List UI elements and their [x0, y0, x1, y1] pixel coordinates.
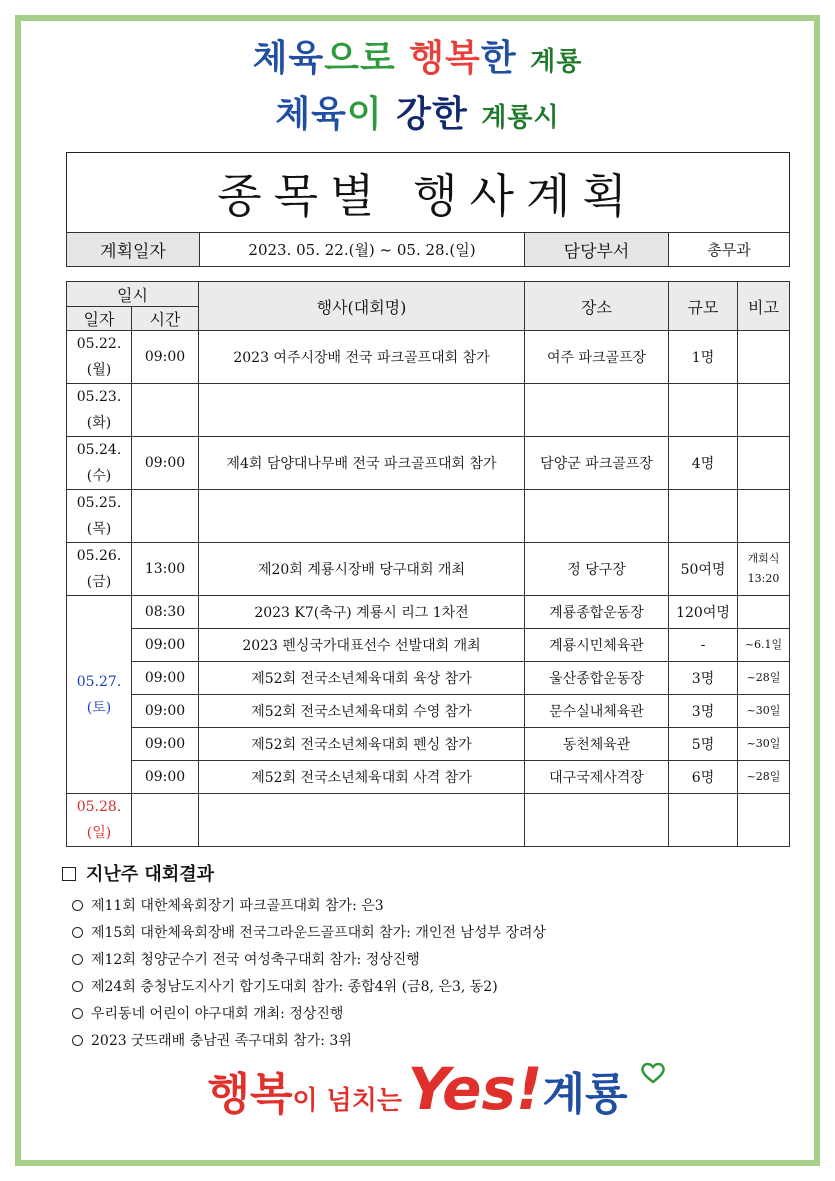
date-text: 05.28.: [76, 799, 122, 815]
time-cell: 13:00: [132, 543, 199, 596]
time-cell: 09:00: [132, 728, 199, 761]
schedule-row: [67, 596, 790, 629]
date-cell: [67, 543, 132, 596]
scale-cell: 3명: [669, 695, 738, 728]
slogan-word: 강한: [396, 94, 482, 135]
place-cell: 여주 파크골프장: [525, 331, 669, 384]
footer-word: 행복: [207, 1069, 293, 1120]
time-cell: 09:00: [132, 629, 199, 662]
results-list: [72, 893, 546, 1055]
title-box: [66, 152, 790, 232]
results-title: 지난주 대회결과: [86, 864, 214, 885]
slogan-word: 계룡: [530, 47, 583, 77]
note-cell: [738, 490, 790, 543]
scale-cell: [669, 794, 738, 847]
slogan-word: 이: [346, 94, 397, 135]
slogan-word: 한: [480, 38, 531, 79]
scale-cell: [669, 384, 738, 437]
note-cell: [738, 596, 790, 629]
slogan-word: 으로: [324, 38, 410, 79]
date-text: 05.26.: [76, 548, 122, 564]
plan-date-value: 2023. 05. 22.(월) ~ 05. 28.(일): [200, 233, 525, 267]
date-cell: [67, 596, 132, 794]
date-text: 05.25.: [76, 495, 122, 511]
circle-bullet-icon: [72, 1008, 83, 1019]
scale-cell: 5명: [669, 728, 738, 761]
day-of-week: (월): [86, 362, 112, 378]
header-note: 비고: [738, 282, 790, 331]
info-table: [66, 232, 790, 267]
plan-date-label: 계획일자: [67, 233, 200, 267]
footer-word: 계룡: [542, 1069, 628, 1120]
day-of-week: (일): [86, 825, 112, 841]
time-cell: 09:00: [132, 331, 199, 384]
header-scale: 규모: [669, 282, 738, 331]
results-heading: [62, 860, 214, 886]
result-item: [72, 1001, 546, 1028]
note-line: 개회식: [747, 552, 780, 565]
result-item: [72, 1028, 546, 1055]
place-cell: 계룡시민체육관: [525, 629, 669, 662]
event-cell: 제52회 전국소년체육대회 펜싱 참가: [199, 728, 525, 761]
event-cell: 제4회 담양대나무배 전국 파크골프대회 참가: [199, 437, 525, 490]
place-cell: 대구국제사격장: [525, 761, 669, 794]
circle-bullet-icon: [72, 954, 83, 965]
schedule-row: [67, 794, 790, 847]
dept-value: 총무과: [669, 233, 790, 267]
date-cell: [67, 490, 132, 543]
header-datetime: 일시: [67, 282, 199, 307]
event-cell: 제52회 전국소년체육대회 수영 참가: [199, 695, 525, 728]
note-cell: [738, 543, 790, 596]
schedule-row: [67, 629, 790, 662]
place-cell: 담양군 파크골프장: [525, 437, 669, 490]
schedule-row: [67, 543, 790, 596]
header-date: 일자: [67, 307, 132, 331]
result-text: 2023 굿뜨래배 충남권 족구대회 참가: 3위: [91, 1033, 352, 1049]
slogan-line-2: [0, 86, 835, 137]
slogan-word: 행복: [409, 38, 481, 79]
header-place: 장소: [525, 282, 669, 331]
date-cell: [67, 794, 132, 847]
place-cell: 문수실내체육관: [525, 695, 669, 728]
event-cell: 제52회 전국소년체육대회 사격 참가: [199, 761, 525, 794]
note-cell: ~30일: [738, 695, 790, 728]
result-text: 제12회 청양군수기 전국 여성축구대회 참가: 정상진행: [91, 952, 420, 968]
date-cell: [67, 331, 132, 384]
schedule-row: [67, 437, 790, 490]
place-cell: [525, 794, 669, 847]
time-cell: 09:00: [132, 437, 199, 490]
slogan-line-1: [0, 30, 835, 81]
result-item: [72, 893, 546, 920]
scale-cell: 6명: [669, 761, 738, 794]
schedule-row: [67, 490, 790, 543]
event-cell: [199, 490, 525, 543]
place-cell: 울산종합운동장: [525, 662, 669, 695]
header-event: 행사(대회명): [199, 282, 525, 331]
scale-cell: [669, 490, 738, 543]
place-cell: [525, 490, 669, 543]
note-cell: [738, 384, 790, 437]
schedule-row: [67, 662, 790, 695]
heart-icon: [640, 1062, 666, 1084]
note-cell: ~28일: [738, 662, 790, 695]
time-cell: [132, 384, 199, 437]
day-of-week: (토): [86, 699, 112, 716]
date-text: 05.23.: [76, 389, 122, 405]
result-item: [72, 920, 546, 947]
footer-word: 이 넘치는: [292, 1086, 403, 1116]
result-text: 제15회 대한체육회장배 전국그라운드골프대회 참가: 개인전 남성부 장려상: [91, 925, 546, 941]
footer-word: Yes!: [407, 1055, 543, 1123]
circle-bullet-icon: [72, 927, 83, 938]
day-of-week: (화): [86, 415, 112, 431]
date-cell: [67, 437, 132, 490]
event-cell: 2023 펜싱국가대표선수 선발대회 개최: [199, 629, 525, 662]
note-line: 13:20: [747, 572, 780, 585]
date-text: 05.22.: [76, 336, 122, 352]
event-cell: 2023 여주시장배 전국 파크골프대회 참가: [199, 331, 525, 384]
square-bullet-icon: [62, 867, 76, 881]
result-text: 제24회 충청남도지사기 합기도대회 참가: 종합4위 (금8, 은3, 동2): [91, 979, 498, 995]
schedule-row: [67, 384, 790, 437]
scale-cell: 50여명: [669, 543, 738, 596]
event-cell: 제52회 전국소년체육대회 육상 참가: [199, 662, 525, 695]
schedule-table: [66, 281, 790, 847]
scale-cell: 120여명: [669, 596, 738, 629]
time-cell: [132, 490, 199, 543]
time-cell: 09:00: [132, 761, 199, 794]
place-cell: 계룡종합운동장: [525, 596, 669, 629]
note-cell: ~28일: [738, 761, 790, 794]
day-of-week: (금): [86, 574, 112, 590]
slogan-word: 계룡시: [481, 103, 560, 133]
footer-logo: [0, 1055, 835, 1123]
circle-bullet-icon: [72, 900, 83, 911]
note-cell: ~6.1일: [738, 629, 790, 662]
header-time: 시간: [132, 307, 199, 331]
event-cell: [199, 384, 525, 437]
schedule-row: [67, 695, 790, 728]
circle-bullet-icon: [72, 1035, 83, 1046]
place-cell: 동천체육관: [525, 728, 669, 761]
place-cell: 정 당구장: [525, 543, 669, 596]
time-cell: [132, 794, 199, 847]
date-text: 05.27.: [76, 673, 122, 690]
schedule-row: [67, 728, 790, 761]
note-cell: [738, 437, 790, 490]
circle-bullet-icon: [72, 981, 83, 992]
date-text: 05.24.: [76, 442, 122, 458]
scale-cell: 4명: [669, 437, 738, 490]
schedule-row: [67, 331, 790, 384]
day-of-week: (목): [86, 521, 112, 537]
time-cell: 09:00: [132, 695, 199, 728]
note-cell: [738, 794, 790, 847]
scale-cell: 1명: [669, 331, 738, 384]
result-text: 우리동네 어린이 야구대회 개최: 정상진행: [91, 1006, 344, 1022]
event-cell: 2023 K7(축구) 계룡시 리그 1차전: [199, 596, 525, 629]
day-of-week: (수): [86, 468, 112, 484]
date-cell: [67, 384, 132, 437]
result-item: [72, 974, 546, 1001]
time-cell: 09:00: [132, 662, 199, 695]
schedule-row: [67, 761, 790, 794]
result-text: 제11회 대한체육회장기 파크골프대회 참가: 은3: [91, 898, 384, 914]
event-cell: 제20회 계룡시장배 당구대회 개최: [199, 543, 525, 596]
scale-cell: 3명: [669, 662, 738, 695]
note-cell: ~30일: [738, 728, 790, 761]
dept-label: 담당부서: [525, 233, 669, 267]
note-cell: [738, 331, 790, 384]
page-title: 종목별 행사계획: [217, 168, 639, 223]
place-cell: [525, 384, 669, 437]
result-item: [72, 947, 546, 974]
scale-cell: -: [669, 629, 738, 662]
time-cell: 08:30: [132, 596, 199, 629]
slogan-word: 체육: [275, 94, 347, 135]
event-cell: [199, 794, 525, 847]
slogan-word: 체육: [252, 38, 325, 79]
